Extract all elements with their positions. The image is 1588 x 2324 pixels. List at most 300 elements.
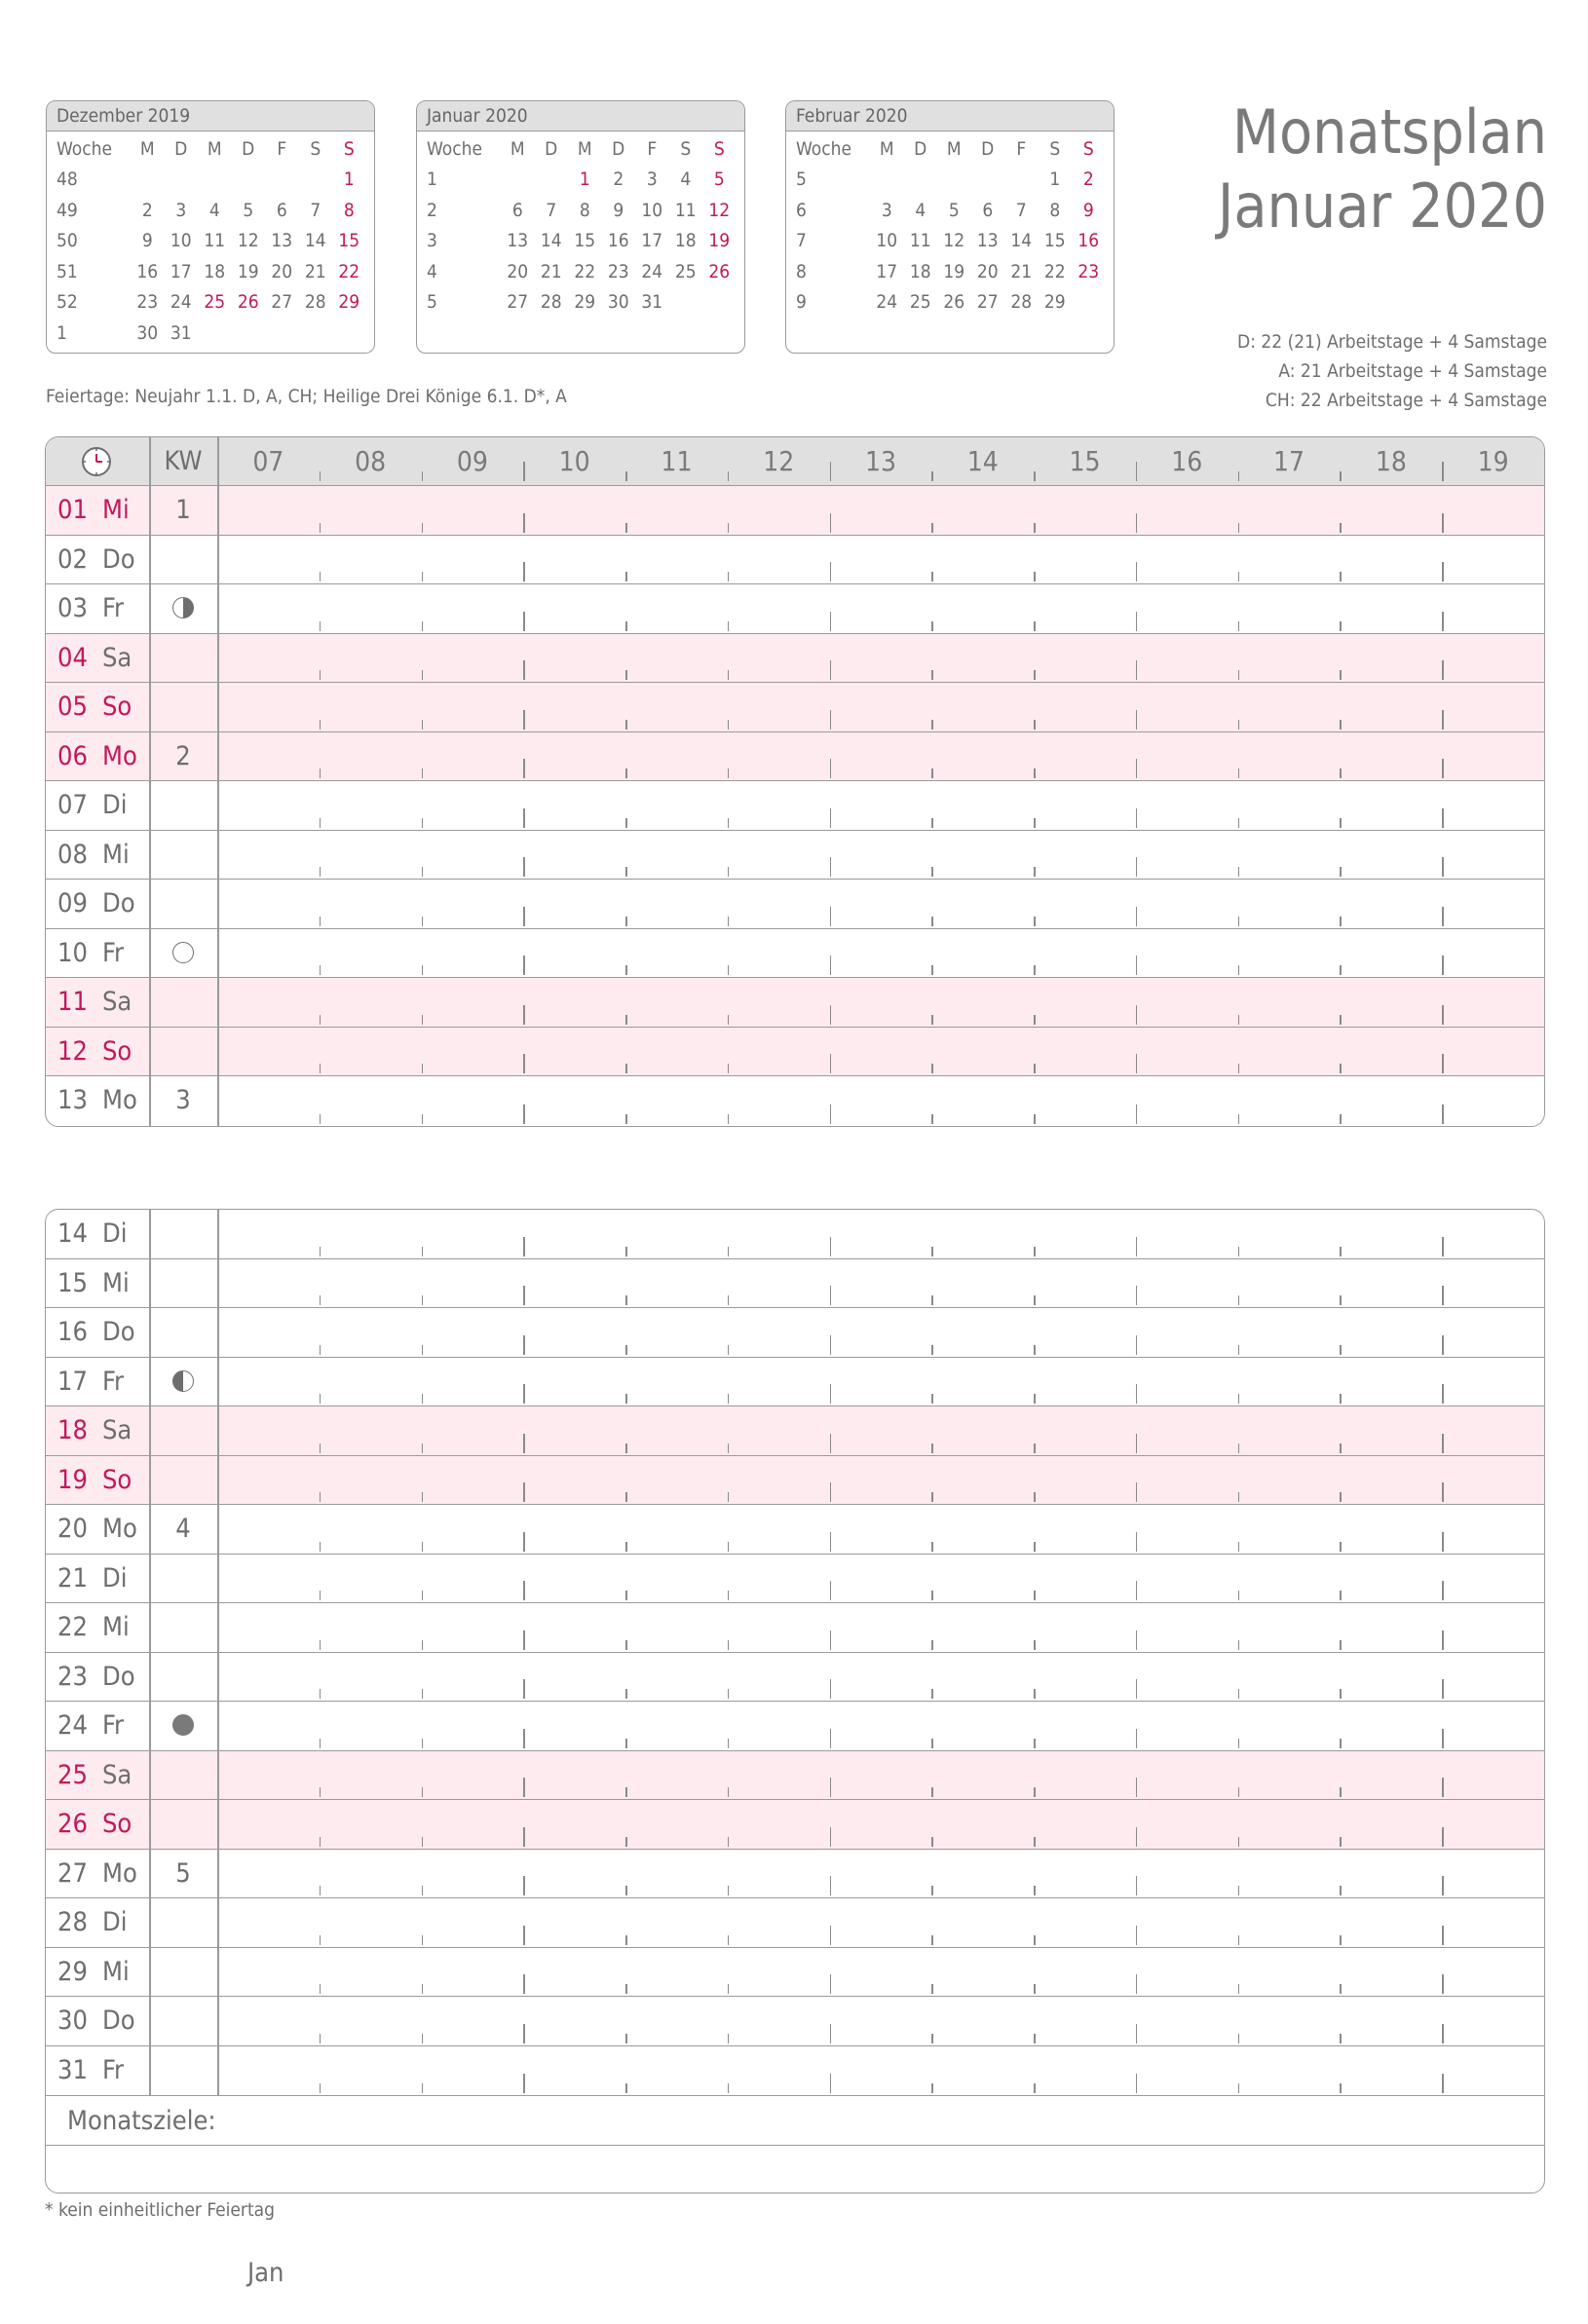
hour-tick — [625, 1689, 627, 1699]
hour-tick — [523, 612, 525, 631]
mini-calendar-cell — [669, 287, 703, 319]
hour-tick — [931, 2083, 933, 2093]
hour-tick — [728, 720, 730, 730]
hour-tick — [931, 1064, 933, 1073]
hour-tick — [1442, 1581, 1444, 1600]
hour-tick — [1238, 1591, 1240, 1600]
hour-tick — [931, 523, 933, 533]
page-title: Monatsplan Januar 2020 — [1217, 96, 1547, 242]
hour-tick — [931, 1295, 933, 1305]
hour-tick — [830, 956, 832, 975]
hour-tick — [1034, 1394, 1036, 1404]
hour-tick — [625, 2034, 627, 2043]
mini-calendar-cell: 25 — [909, 291, 931, 314]
hour-tick — [830, 562, 832, 581]
hour-tick — [1442, 2024, 1444, 2043]
hour-tick — [728, 1492, 730, 1502]
hour-tick — [728, 965, 730, 975]
hour-tick — [1340, 768, 1342, 778]
mini-calendar-cell: 5 — [427, 291, 437, 314]
mini-calendar-cell: 15 — [1043, 230, 1066, 252]
day-number: 06 — [57, 740, 88, 771]
mini-calendar-cell: 19 — [943, 260, 965, 282]
day-number: 19 — [57, 1464, 88, 1495]
hour-tick — [1034, 1492, 1036, 1502]
hour-tick — [320, 1542, 321, 1552]
hour-tick — [320, 1886, 321, 1895]
weekday: Mo — [102, 1857, 137, 1889]
day-row[interactable] — [46, 781, 1544, 831]
hour-tick — [422, 1015, 424, 1025]
first-quarter-moon-icon — [172, 597, 194, 618]
hour-tick — [1238, 1443, 1240, 1453]
mini-calendar-header: S — [310, 137, 321, 160]
day-row[interactable] — [46, 831, 1544, 881]
hour-tick — [1136, 759, 1138, 778]
mini-calendar-cell — [299, 165, 333, 196]
hour-tick — [1340, 1886, 1342, 1895]
hour-tick — [1238, 523, 1240, 533]
hour-tick — [931, 1492, 933, 1502]
mini-calendar-cell: 13 — [271, 230, 293, 252]
mini-calendar-cell: 20 — [976, 260, 999, 282]
mini-calendar-header: S — [1049, 137, 1061, 160]
mini-calendar-header: M — [577, 137, 592, 160]
hour-tick — [422, 1886, 424, 1895]
day-row[interactable] — [46, 1850, 1544, 1899]
hour-tick — [523, 1631, 525, 1650]
weekday: Do — [102, 2005, 135, 2036]
hour-tick — [1136, 1286, 1138, 1305]
day-row[interactable] — [46, 2046, 1544, 2096]
mini-calendar-cell: 4 — [915, 199, 926, 221]
hour-tick — [728, 1935, 730, 1945]
hour-tick — [931, 1443, 933, 1453]
mini-calendar-cell: 3 — [646, 169, 658, 191]
hour-tick — [728, 867, 730, 877]
mini-calendar-cell: 27 — [507, 291, 529, 314]
hour-tick — [1238, 1492, 1240, 1502]
mini-calendar-cell: 16 — [136, 260, 159, 282]
hour-tick — [1136, 1778, 1138, 1797]
hour-tick — [422, 1837, 424, 1847]
weekday: So — [102, 1809, 132, 1839]
hour-tick — [625, 670, 627, 680]
hour-tick — [320, 1443, 321, 1453]
day-row[interactable] — [46, 536, 1544, 585]
mini-calendar-cell: 29 — [1043, 291, 1066, 314]
day-row[interactable] — [46, 1210, 1544, 1259]
hour-tick — [1238, 471, 1240, 481]
hour-tick — [625, 818, 627, 828]
day-row[interactable] — [46, 1800, 1544, 1850]
mini-calendar-cell: 49 — [57, 199, 78, 221]
hour-tick — [1442, 1286, 1444, 1305]
hour-tick — [422, 1443, 424, 1453]
mini-calendar-cell: 15 — [338, 230, 360, 252]
day-row[interactable] — [46, 683, 1544, 732]
hour-tick — [523, 2074, 525, 2093]
day-row[interactable] — [46, 486, 1544, 536]
hour-tick — [422, 1689, 424, 1699]
day-row[interactable] — [46, 978, 1544, 1028]
hour-tick — [625, 768, 627, 778]
hour-tick — [422, 720, 424, 730]
hour-tick — [1442, 1335, 1444, 1355]
hour-tick — [1034, 1886, 1036, 1895]
day-number: 03 — [57, 593, 88, 623]
hour-label: 09 — [456, 445, 488, 477]
hour-tick — [625, 1787, 627, 1797]
weekday: Do — [102, 1317, 135, 1347]
hour-tick — [931, 2034, 933, 2043]
day-number: 28 — [57, 1907, 88, 1937]
hour-tick — [1238, 768, 1240, 778]
hour-tick — [830, 1286, 832, 1305]
mini-calendar-cell: 22 — [338, 260, 360, 282]
mini-calendar-cell: 3 — [881, 199, 892, 221]
day-row[interactable] — [46, 732, 1544, 782]
hour-tick — [1136, 1974, 1138, 1994]
hour-tick — [320, 2034, 321, 2043]
day-row[interactable] — [46, 1603, 1544, 1653]
hour-tick — [523, 1005, 525, 1025]
mini-calendar-cell: 30 — [607, 291, 629, 314]
hour-tick — [1238, 867, 1240, 877]
hour-tick — [625, 1542, 627, 1552]
day-row[interactable] — [46, 1028, 1544, 1077]
hour-tick — [523, 1926, 525, 1945]
hour-tick — [625, 621, 627, 631]
hour-tick — [1442, 1005, 1444, 1025]
week-number: 1 — [175, 495, 191, 525]
day-row[interactable] — [46, 1358, 1544, 1407]
mini-calendar-header: D — [914, 137, 927, 160]
hour-tick — [728, 1739, 730, 1748]
hour-tick — [830, 1974, 832, 1994]
hour-tick — [728, 1787, 730, 1797]
weekday: Do — [102, 1661, 135, 1692]
hour-tick — [1136, 2074, 1138, 2093]
day-row[interactable] — [46, 634, 1544, 684]
mini-calendar-header: M — [510, 137, 525, 160]
mini-calendar-cell: 21 — [304, 260, 326, 282]
hour-tick — [728, 1114, 730, 1124]
day-number: 15 — [57, 1267, 88, 1298]
mini-calendar-cell: 4 — [427, 260, 437, 282]
hour-tick — [320, 1935, 321, 1945]
hour-tick — [320, 1295, 321, 1305]
weekday: Fr — [102, 937, 124, 968]
day-row[interactable] — [46, 1406, 1544, 1456]
mini-calendar-cell: 25 — [204, 291, 226, 314]
footnote: * kein einheitlicher Feiertag — [45, 2199, 275, 2221]
mini-calendar-cell: 9 — [1082, 199, 1094, 221]
hour-tick — [1238, 2083, 1240, 2093]
planner-table-1 — [45, 436, 1545, 1127]
hour-tick — [625, 1984, 627, 1994]
hour-tick — [422, 670, 424, 680]
hour-tick — [422, 818, 424, 828]
mini-calendar-cell: 12 — [708, 199, 731, 221]
hour-tick — [1442, 808, 1444, 828]
hour-tick — [625, 471, 627, 481]
hour-tick — [523, 1974, 525, 1994]
hour-tick — [422, 1114, 424, 1124]
monthly-goals-field[interactable] — [46, 2146, 1544, 2193]
hour-tick — [1238, 1689, 1240, 1699]
weekday: Fr — [102, 2054, 124, 2085]
mini-calendar-cell: 50 — [57, 230, 78, 252]
hour-tick — [523, 1532, 525, 1552]
mini-calendar-cell: 18 — [204, 260, 226, 282]
hour-tick — [1034, 2034, 1036, 2043]
day-number: 23 — [57, 1661, 88, 1692]
mini-calendar-cell: 6 — [511, 199, 523, 221]
mini-calendar-cell: 17 — [170, 260, 192, 282]
mini-calendar-cell: 9 — [613, 199, 624, 221]
hour-tick — [830, 1105, 832, 1124]
planner-table-2 — [45, 1209, 1545, 2193]
mini-calendar-cell: 2 — [427, 199, 437, 221]
mini-calendar-cell: 23 — [136, 291, 159, 314]
hour-tick — [523, 1729, 525, 1748]
full-moon-icon — [172, 942, 194, 963]
hour-tick — [1442, 660, 1444, 680]
hour-tick — [1238, 1739, 1240, 1748]
hour-tick — [931, 818, 933, 828]
hour-tick — [625, 572, 627, 581]
mini-calendar-header: S — [343, 137, 355, 160]
mini-calendar-cell: 28 — [304, 291, 326, 314]
hour-tick — [931, 720, 933, 730]
day-row[interactable] — [46, 1898, 1544, 1948]
hour-tick — [320, 1064, 321, 1073]
hour-tick — [931, 1640, 933, 1650]
hour-tick — [320, 471, 321, 481]
hour-tick — [1136, 808, 1138, 828]
day-row[interactable] — [46, 1997, 1544, 2046]
mini-calendar-cell: 25 — [674, 260, 697, 282]
hour-tick — [523, 462, 525, 481]
mini-calendar-cell: 7 — [1015, 199, 1027, 221]
mini-calendar-cell: 26 — [237, 291, 259, 314]
hour-tick — [625, 1345, 627, 1355]
hour-label: 15 — [1069, 445, 1101, 477]
mini-calendar-cell: 17 — [641, 230, 663, 252]
weekday: Di — [102, 790, 128, 820]
mini-calendar-cell: 1 — [579, 169, 590, 191]
mini-calendar-cell — [937, 165, 971, 196]
weekday: Mo — [102, 1085, 137, 1115]
mini-calendar-cell: 6 — [276, 199, 287, 221]
hour-tick — [1238, 1935, 1240, 1945]
hour-tick — [931, 1787, 933, 1797]
hour-tick — [320, 523, 321, 533]
hour-tick — [1340, 1394, 1342, 1404]
hour-tick — [422, 1984, 424, 1994]
mini-calendar-cell: 15 — [574, 230, 596, 252]
hour-tick — [728, 572, 730, 581]
mini-calendar-cell: 12 — [237, 230, 259, 252]
hour-tick — [1034, 1064, 1036, 1073]
hour-tick — [1442, 513, 1444, 533]
mini-calendar-cell — [501, 165, 535, 196]
hour-tick — [1238, 818, 1240, 828]
mini-calendar-cell: 31 — [170, 321, 192, 344]
hour-tick — [1034, 1345, 1036, 1355]
mini-calendar-cell — [265, 318, 299, 349]
mini-calendar-cell: 26 — [708, 260, 731, 282]
mini-calendar-cell: 7 — [310, 199, 321, 221]
mini-calendar-cell: 48 — [57, 169, 78, 191]
mini-calendar-cell: 52 — [57, 291, 78, 314]
hour-tick — [422, 1787, 424, 1797]
hour-tick — [320, 1492, 321, 1502]
mini-calendar-header: M — [139, 137, 155, 160]
hour-tick — [830, 1581, 832, 1600]
new-moon-icon — [172, 1714, 194, 1736]
hour-tick — [523, 1827, 525, 1847]
day-row[interactable] — [46, 1555, 1544, 1604]
hour-tick — [1340, 471, 1342, 481]
mini-calendar-cell: 5 — [948, 199, 960, 221]
hour-tick — [1136, 1482, 1138, 1502]
hour-tick — [1238, 621, 1240, 631]
hour-tick — [830, 2074, 832, 2093]
hour-tick — [422, 1591, 424, 1600]
hour-tick — [320, 1640, 321, 1650]
hour-tick — [931, 867, 933, 877]
hour-tick — [830, 710, 832, 730]
hour-tick — [1136, 513, 1138, 533]
hour-tick — [1238, 1837, 1240, 1847]
hour-label: 10 — [558, 445, 590, 477]
hour-tick — [1034, 1591, 1036, 1600]
mini-calendar-cell: 24 — [876, 291, 898, 314]
mini-calendar-cell: 24 — [170, 291, 192, 314]
hour-tick — [830, 1631, 832, 1650]
hour-tick — [523, 907, 525, 926]
mini-calendar-cell: 20 — [271, 260, 293, 282]
mini-calendar-header: D — [545, 137, 558, 160]
day-number: 31 — [57, 2054, 88, 2085]
hour-tick — [931, 1739, 933, 1748]
day-row[interactable] — [46, 880, 1544, 929]
mini-calendar-cell: 6 — [982, 199, 994, 221]
day-number: 13 — [57, 1085, 88, 1115]
hour-tick — [1034, 965, 1036, 975]
hour-tick — [728, 917, 730, 926]
hour-tick — [1136, 1384, 1138, 1404]
day-row[interactable] — [46, 929, 1544, 979]
hour-label: 11 — [661, 445, 693, 477]
hour-tick — [1442, 1778, 1444, 1797]
day-row[interactable] — [46, 1308, 1544, 1358]
hour-tick — [1034, 917, 1036, 926]
mini-calendar-cell: 5 — [796, 169, 807, 191]
hour-tick — [1034, 1837, 1036, 1847]
mini-calendar-header: F — [647, 137, 658, 160]
weekday: Mi — [102, 1267, 130, 1298]
hour-tick — [320, 720, 321, 730]
hour-tick — [931, 1114, 933, 1124]
mini-calendar-header: S — [713, 137, 725, 160]
hour-tick — [1340, 1591, 1342, 1600]
mini-calendar-cell: 18 — [909, 260, 931, 282]
hour-label: 16 — [1171, 445, 1203, 477]
day-number: 29 — [57, 1956, 88, 1987]
hour-tick — [1340, 965, 1342, 975]
hour-tick — [1034, 1443, 1036, 1453]
mini-calendar-header: D — [242, 137, 255, 160]
hour-tick — [1136, 1926, 1138, 1945]
hour-tick — [1034, 1935, 1036, 1945]
hour-tick — [1340, 1542, 1342, 1552]
mini-calendar-header: F — [1016, 137, 1027, 160]
hour-tick — [1136, 1827, 1138, 1847]
day-row[interactable] — [46, 1456, 1544, 1506]
mini-calendar-cell: 27 — [271, 291, 293, 314]
hour-tick — [625, 867, 627, 877]
hour-tick — [422, 768, 424, 778]
mini-calendar-cell: 8 — [579, 199, 590, 221]
hour-tick — [1136, 857, 1138, 877]
hour-tick — [1340, 1114, 1342, 1124]
hour-tick — [1136, 462, 1138, 481]
weekday: Fr — [102, 1366, 124, 1397]
day-row[interactable] — [46, 1948, 1544, 1998]
hour-tick — [728, 523, 730, 533]
day-row[interactable] — [46, 1076, 1544, 1126]
day-row[interactable] — [46, 1751, 1544, 1801]
day-number: 30 — [57, 2005, 88, 2036]
hour-tick — [625, 523, 627, 533]
hour-tick — [1340, 2034, 1342, 2043]
hour-tick — [728, 1984, 730, 1994]
mini-calendar-cell: 14 — [1010, 230, 1033, 252]
weekday: Sa — [102, 642, 132, 673]
mini-calendar-header: Woche — [427, 137, 482, 160]
weekday: Mi — [102, 1956, 130, 1987]
hour-tick — [830, 1679, 832, 1699]
hour-tick — [1340, 867, 1342, 877]
mini-calendar-header: M — [879, 137, 894, 160]
day-row[interactable] — [46, 1653, 1544, 1703]
hour-tick — [320, 965, 321, 975]
day-row[interactable] — [46, 1505, 1544, 1555]
day-row[interactable] — [46, 1259, 1544, 1309]
mini-calendar-cell: 7 — [546, 199, 557, 221]
last-quarter-moon-icon — [172, 1370, 194, 1392]
hour-tick — [422, 1640, 424, 1650]
hour-tick — [728, 471, 730, 481]
day-row[interactable] — [46, 1702, 1544, 1751]
hour-tick — [1238, 1542, 1240, 1552]
weekday: Mo — [102, 1514, 137, 1544]
mini-calendar-cell: 9 — [796, 291, 807, 314]
week-number: 3 — [175, 1085, 191, 1115]
day-row[interactable] — [46, 584, 1544, 634]
monthly-goals-label: Monatsziele: — [46, 2095, 1544, 2146]
hour-tick — [1034, 1015, 1036, 1025]
mini-calendar-cell: 11 — [204, 230, 226, 252]
mini-calendar-cell: 10 — [876, 230, 898, 252]
hour-tick — [1034, 1247, 1036, 1256]
hour-tick — [320, 1345, 321, 1355]
day-number: 01 — [57, 495, 88, 525]
hour-tick — [1340, 621, 1342, 631]
